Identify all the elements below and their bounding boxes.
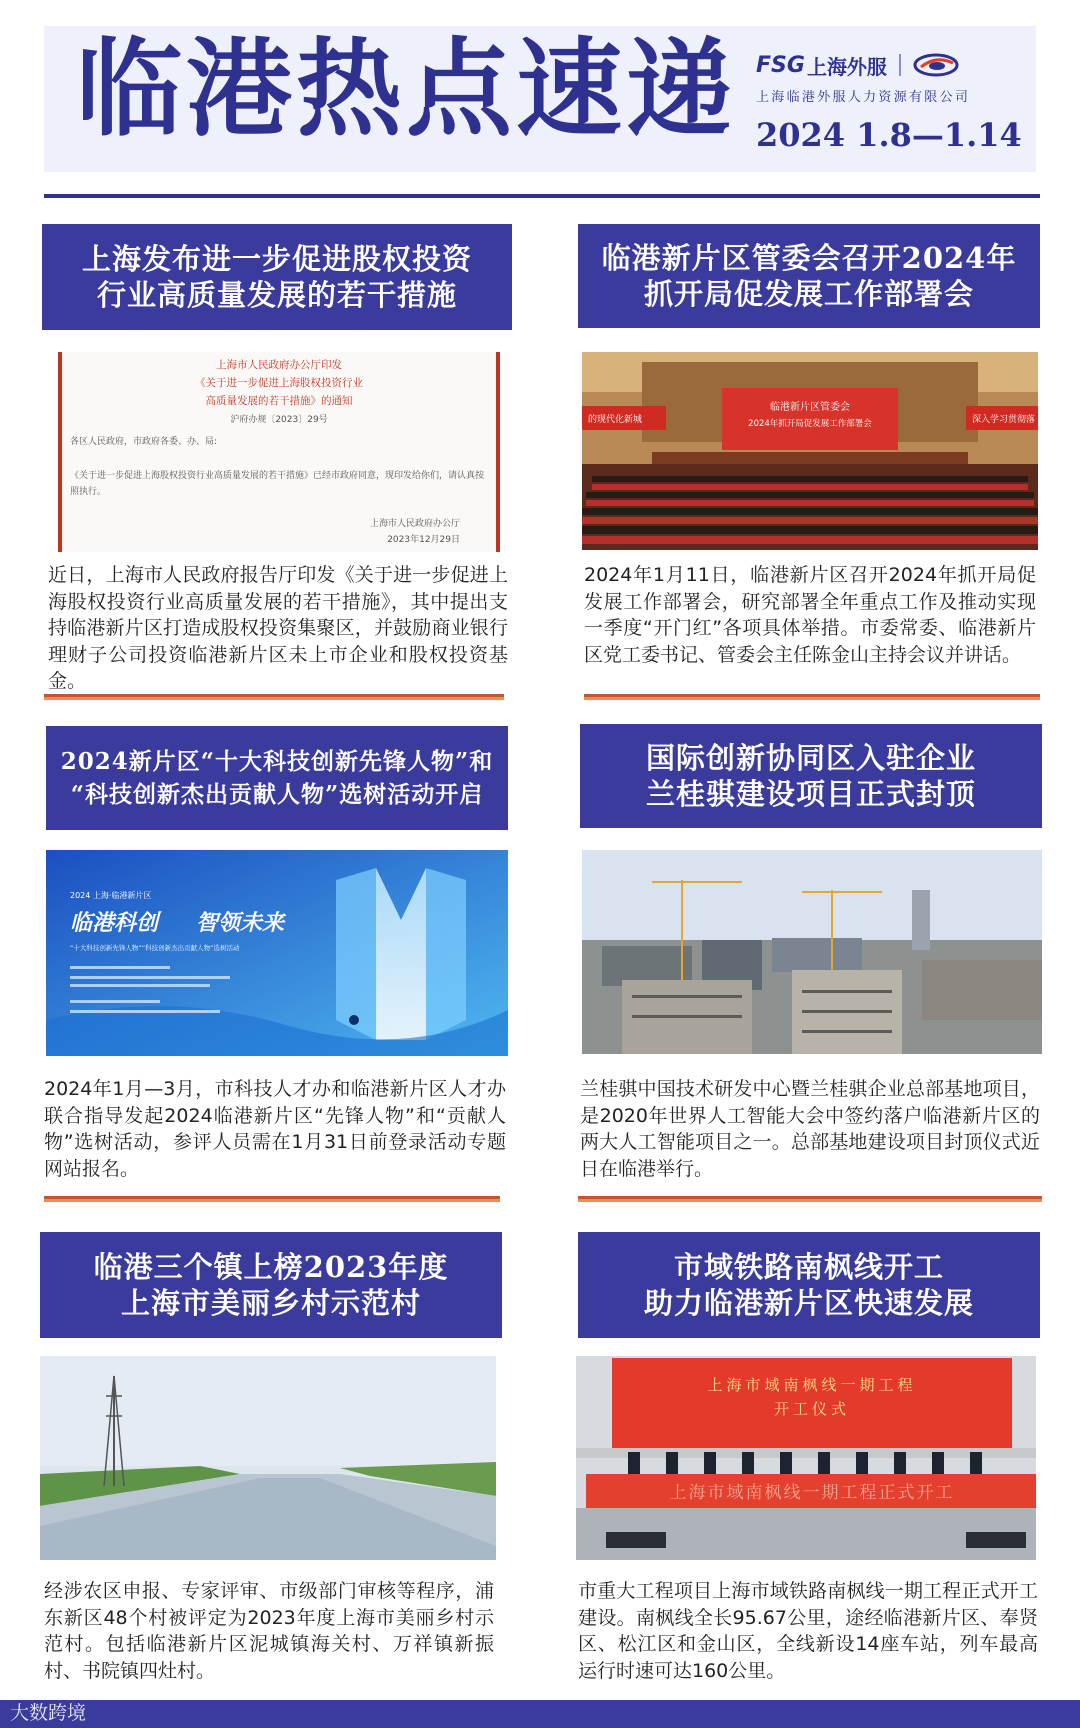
poster-slogan: 临港科创 [70, 911, 159, 936]
article-3-title [46, 726, 508, 830]
doc-content: 《关于进一步促进上海股权投资行业高质量发展的若干措施》已经市政府同意，现印发给你们，请认真按照执行。 [70, 471, 485, 497]
title-line: 2024新片区“十大科技创新先锋人物”和 [60, 748, 494, 775]
screen-text: 2024年抓开局促发展工作部署会 [748, 419, 872, 429]
article-separator [44, 694, 504, 700]
title-line: 上海发布进一步促进股权投资 [81, 242, 472, 276]
left-banner: 的现代化新城 [588, 415, 643, 425]
article-5-village-photo [40, 1356, 496, 1560]
article-1-title [42, 224, 512, 330]
title-line: 行业高质量发展的若干措施 [96, 278, 457, 312]
page-title: 临港热点速递 [76, 26, 736, 151]
title-line: 国际创新协同区入驻企业 [645, 741, 976, 775]
tech-poster-graphic [46, 850, 508, 1056]
meeting-hall-image [582, 352, 1038, 550]
title-line: 兰桂骐建设项目正式封顶 [645, 777, 976, 811]
brand-cn: 上海外服 [806, 54, 887, 79]
header-divider [44, 194, 1040, 198]
doc-date: 2023年12月29日 [387, 535, 460, 545]
construction-site-image [582, 850, 1042, 1054]
title-line: 市域铁路南枫线开工 [673, 1250, 944, 1284]
article-separator [584, 694, 1040, 700]
title-line: 助力临港新片区快速发展 [643, 1286, 974, 1320]
article-2-title [578, 224, 1040, 328]
article-3-poster-image [46, 850, 508, 1056]
article-3-body: 2024年1月—3月，市科技人才办和临港新片区人才办联合指导发起2024临港新片区“先锋人物”和“贡献人物”选树活动，参评人员需在1月31日前登录活动专题网站报名。 [44, 1078, 506, 1180]
title-line: 上海市美丽乡村示范村 [120, 1286, 421, 1320]
banner-text: 上海市域南枫线一期工程 [707, 1376, 917, 1394]
article-2-meeting-photo [582, 352, 1038, 550]
article-separator [44, 1196, 500, 1202]
brand-en: FSG [756, 52, 805, 78]
banner-text: 开工仪式 [773, 1400, 851, 1418]
poster-tagline: 2024 上海·临港新片区 [70, 891, 152, 900]
article-1-body: 近日，上海市人民政府报告厅印发《关于进一步促进上海股权投资行业高质量发展的若干措施》，其中提出支持临港新片区打造成股权投资集聚区，并鼓励商业银行理财子公司投资临港新片区未上市企业和股权投资基金。 [48, 564, 508, 692]
doc-title: 高质量发展的若干措施》的通知 [205, 395, 353, 407]
doc-salutation: 各区人民政府，市政府各委、办、局: [70, 437, 218, 447]
doc-number: 沪府办规〔2023〕29号 [230, 415, 328, 425]
poster-slogan: 智领未来 [196, 911, 285, 936]
article-4-title [580, 724, 1042, 828]
title-line: 临港新片区管委会召开2024年 [601, 241, 1017, 275]
title-line: “科技创新杰出贡献人物”选树活动开启 [70, 781, 484, 808]
article-1-document-image [58, 352, 500, 552]
table-banner-text: 上海市域南枫线一期工程正式开工 [669, 1483, 955, 1503]
groundbreaking-ceremony-image [576, 1356, 1036, 1560]
article-6-body: 市重大工程项目上海市域铁路南枫线一期工程正式开工建设。南枫线全长95.67公里，途经临港新片区、奉贤区、松江区和金山区，全线新设14座车站，列车最高运行时速可达160公里。 [578, 1580, 1038, 1682]
brand-emblem-icon [913, 53, 959, 77]
article-5-title [40, 1232, 502, 1338]
poster-subtitle: “十大科技创新先锋人物”“科技创新杰出贡献人物”选树活动 [70, 944, 240, 952]
article-2-body: 2024年1月11日，临港新片区召开2024年抓开局促发展工作部署会，研究部署全年重点工作及推动实现一季度“开门红”各项具体举措。市委常委、临港新片区党工委书记、管委会主任陈金山主持会议并讲话。 [584, 564, 1036, 666]
company-name: 上海临港外服人力资源有限公司 [756, 90, 971, 105]
right-banner: 深入学习贯彻落 [972, 415, 1036, 425]
article-5-body: 经涉农区申报、专家评审、市级部门审核等程序，浦东新区48个村被评定为2023年度上海市美丽乡村示范村。包括临港新片区泥城镇海关村、万祥镇新振村、书院镇四灶村。 [44, 1580, 494, 1682]
doc-issuer: 上海市人民政府办公厅印发 [216, 359, 342, 371]
watermark: 大数跨境 [10, 1702, 87, 1724]
article-4-body: 兰桂骐中国技术研发中心暨兰桂骐企业总部基地项目，是2020年世界人工智能大会中签约落户临港新片区的两大人工智能项目之一。总部基地建设项目封顶仪式近日在临港举行。 [580, 1078, 1040, 1180]
date-range: 2024 1.8—1.14 [756, 116, 1022, 154]
river-village-image [40, 1356, 496, 1560]
doc-title: 《关于进一步促进上海股权投资行业 [195, 377, 363, 389]
article-6-ceremony-photo [576, 1356, 1036, 1560]
doc-signature: 上海市人民政府办公厅 [369, 519, 460, 529]
brand-logo-row [756, 50, 959, 80]
article-4-construction-photo [582, 850, 1042, 1054]
screen-text: 临港新片区管委会 [770, 402, 850, 413]
title-line: 抓开局促发展工作部署会 [643, 277, 974, 311]
title-line: 临港三个镇上榜2023年度 [93, 1250, 449, 1284]
footer-bar [0, 1700, 1080, 1728]
brand-divider [899, 54, 901, 76]
article-6-title [578, 1232, 1040, 1338]
article-separator [578, 1196, 1042, 1202]
